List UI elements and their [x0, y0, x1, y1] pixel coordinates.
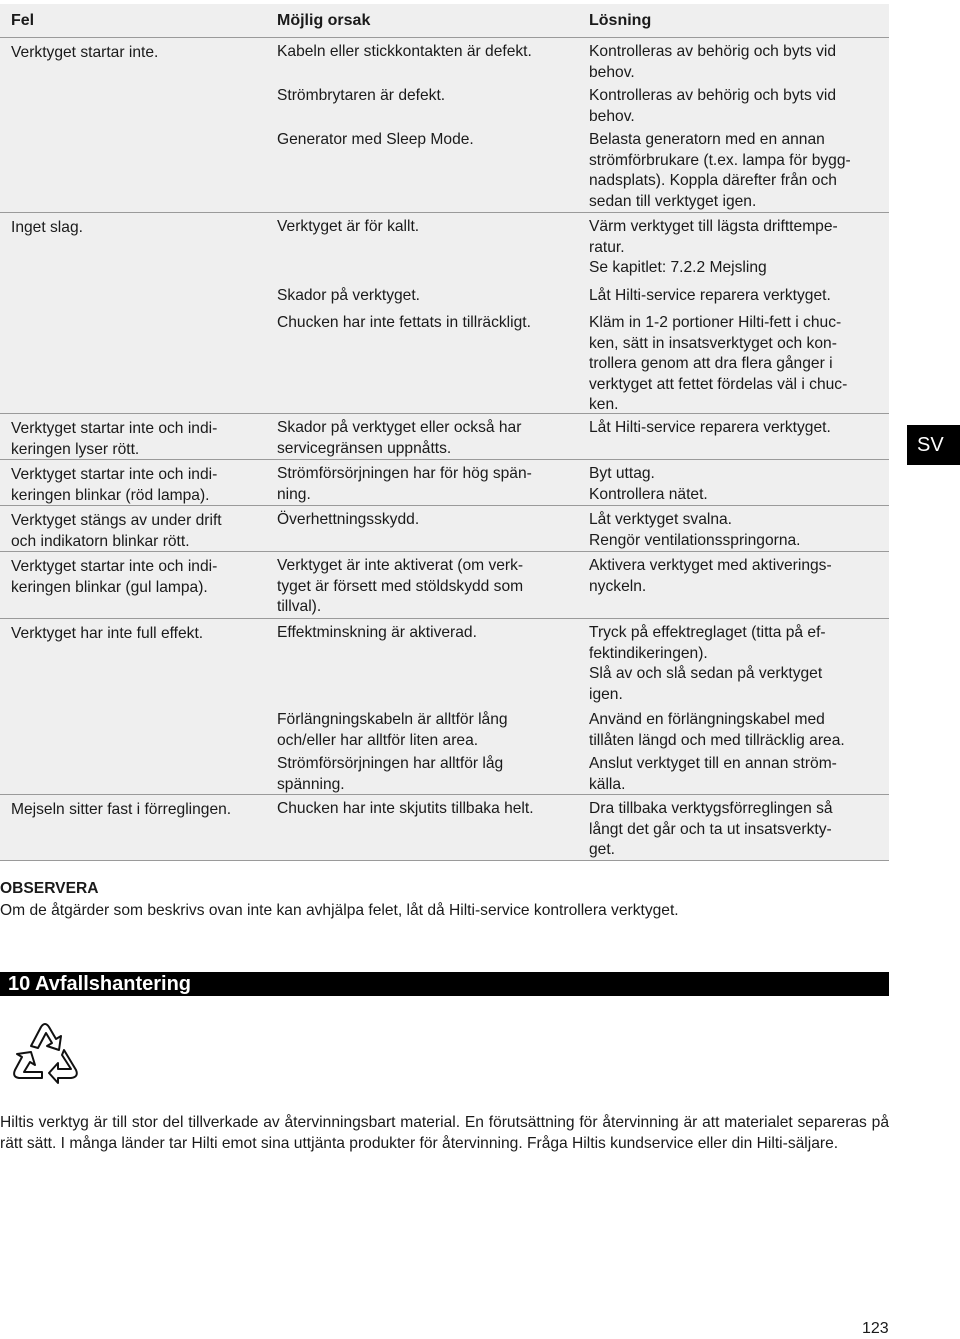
cause-cell: Verktyget är för kallt.: [277, 218, 420, 235]
fault-cell: Verktyget stängs av under drift och indikatorn blinkar rött.: [11, 512, 222, 550]
fault-cell: Verktyget startar inte och indi- keringen blinkar (gul lampa).: [11, 558, 218, 596]
page-number: 123: [862, 1320, 889, 1337]
section-heading: 10 Avfallshantering: [0, 972, 889, 996]
cause-cell: Förlängningskabeln är alltför lång och/eller har alltför liten area.: [277, 711, 508, 749]
fault-cell: Mejseln sitter fast i förreglingen.: [11, 801, 232, 818]
table-group: [0, 506, 889, 552]
table-group: [0, 460, 889, 506]
table-row: [269, 82, 889, 126]
note-text: Om de åtgärder som beskrivs ovan inte kan avhjälpa felet, låt då Hilti-service kontrollera verktyget.: [0, 902, 679, 919]
fault-cell: Inget slag.: [11, 219, 83, 236]
table-group: [0, 38, 889, 213]
header-fault: Fel: [11, 12, 35, 29]
cause-cell: Kabeln eller stickkontakten är defekt.: [277, 43, 532, 60]
cause-cell: Strömbrytaren är defekt.: [277, 87, 446, 104]
solution-cell: Kontrolleras av behörig och byts vid behov.: [589, 87, 837, 125]
solution-cell: Dra tillbaka verktygsförreglingen så långt det går och ta ut insatsverkty- get.: [589, 800, 833, 858]
table-row: [269, 309, 889, 413]
table-group: [0, 552, 889, 619]
table-row: [269, 750, 889, 794]
fault-cell: Verktyget har inte full effekt.: [11, 625, 204, 642]
solution-cell: Låt Hilti-service reparera verktyget.: [589, 287, 831, 304]
solution-cell: Låt verktyget svalna. Rengör ventilationsspringorna.: [589, 511, 801, 549]
table-row: [269, 795, 889, 860]
cause-cell: Strömförsörjningen har för hög spän- ning.: [277, 465, 532, 503]
table-row: [269, 414, 889, 459]
solution-cell: Tryck på effektreglaget (titta på ef- fektindikeringen). Slå av och slå sedan på verktyget igen.: [589, 624, 826, 703]
table-row: [269, 706, 889, 750]
troubleshooting-table: [0, 4, 889, 861]
solution-cell: Belasta generatorn med en annan strömförbrukare (t.ex. lampa för bygg- nadsplats). Koppla därefter från och sedan till verktyget igen.: [589, 131, 851, 210]
recycle-icon: [4, 1016, 86, 1092]
table-row: [269, 552, 889, 618]
cause-cell: Överhettningsskydd.: [277, 511, 420, 528]
fault-cell: Verktyget startar inte och indi- keringen lyser rött.: [11, 420, 218, 458]
cause-cell: Strömförsörjningen har alltför låg spänning.: [277, 755, 504, 793]
cause-cell: Generator med Sleep Mode.: [277, 131, 474, 148]
language-tab: SV: [907, 425, 960, 465]
cause-cell: Chucken har inte skjutits tillbaka helt.: [277, 800, 534, 817]
solution-cell: Byt uttag. Kontrollera nätet.: [589, 465, 708, 503]
table-row: [269, 38, 889, 82]
solution-cell: Använd en förlängningskabel med tillåten längd och med tillräcklig area.: [589, 711, 845, 749]
solution-cell: Kläm in 1-2 portioner Hilti-fett i chuc- ken, sätt in insatsverktyget och kon- trollera genom att dra flera gånger i verktyget att fettet fördelas väl i chuc- ken.: [589, 314, 848, 413]
table-row: [269, 460, 889, 505]
header-cause: Möjlig orsak: [277, 12, 371, 29]
note-heading: OBSERVERA: [0, 880, 99, 897]
cause-cell: Skador på verktyget.: [277, 287, 421, 304]
header-solution: Lösning: [589, 12, 652, 29]
section-body: Hiltis verktyg är till stor del tillverkade av återvinningsbart material. En förutsättning för återvinning är att materialet separeras på rätt sätt. I många länder tar Hilti emot sina uttjänta produkter för återvinning. Fråga Hiltis kundservice eller din Hilti-säljare.: [0, 1114, 889, 1152]
solution-cell: Anslut verktyget till en annan ström- källa.: [589, 755, 837, 793]
table-row: [269, 619, 889, 706]
solution-cell: Kontrolleras av behörig och byts vid behov.: [589, 43, 837, 81]
cause-cell: Skador på verktyget eller också har servicegränsen uppnåtts.: [277, 419, 522, 457]
table-row: [269, 506, 889, 551]
table-group: [0, 619, 889, 795]
solution-cell: Aktivera verktyget med aktiverings- nyckeln.: [589, 557, 832, 595]
table-header-row: [0, 4, 889, 38]
table-row: [269, 282, 889, 309]
fault-cell: Verktyget startar inte.: [11, 44, 159, 61]
table-group: [0, 213, 889, 414]
solution-cell: Värm verktyget till lägsta drifttempe- ratur. Se kapitlet: 7.2.2 Mejsling: [589, 218, 838, 276]
cause-cell: Chucken har inte fettats in tillräckligt.: [277, 314, 531, 331]
cause-cell: Effektminskning är aktiverad.: [277, 624, 477, 641]
fault-cell: Verktyget startar inte och indi- keringen blinkar (röd lampa).: [11, 466, 218, 504]
table-group: [0, 795, 889, 861]
table-row: [269, 126, 889, 212]
table-group: [0, 414, 889, 460]
solution-cell: Låt Hilti-service reparera verktyget.: [589, 419, 831, 436]
cause-cell: Verktyget är inte aktiverat (om verk- tyget är försett med stöldskydd som tillval).: [277, 557, 524, 615]
table-row: [269, 213, 889, 282]
